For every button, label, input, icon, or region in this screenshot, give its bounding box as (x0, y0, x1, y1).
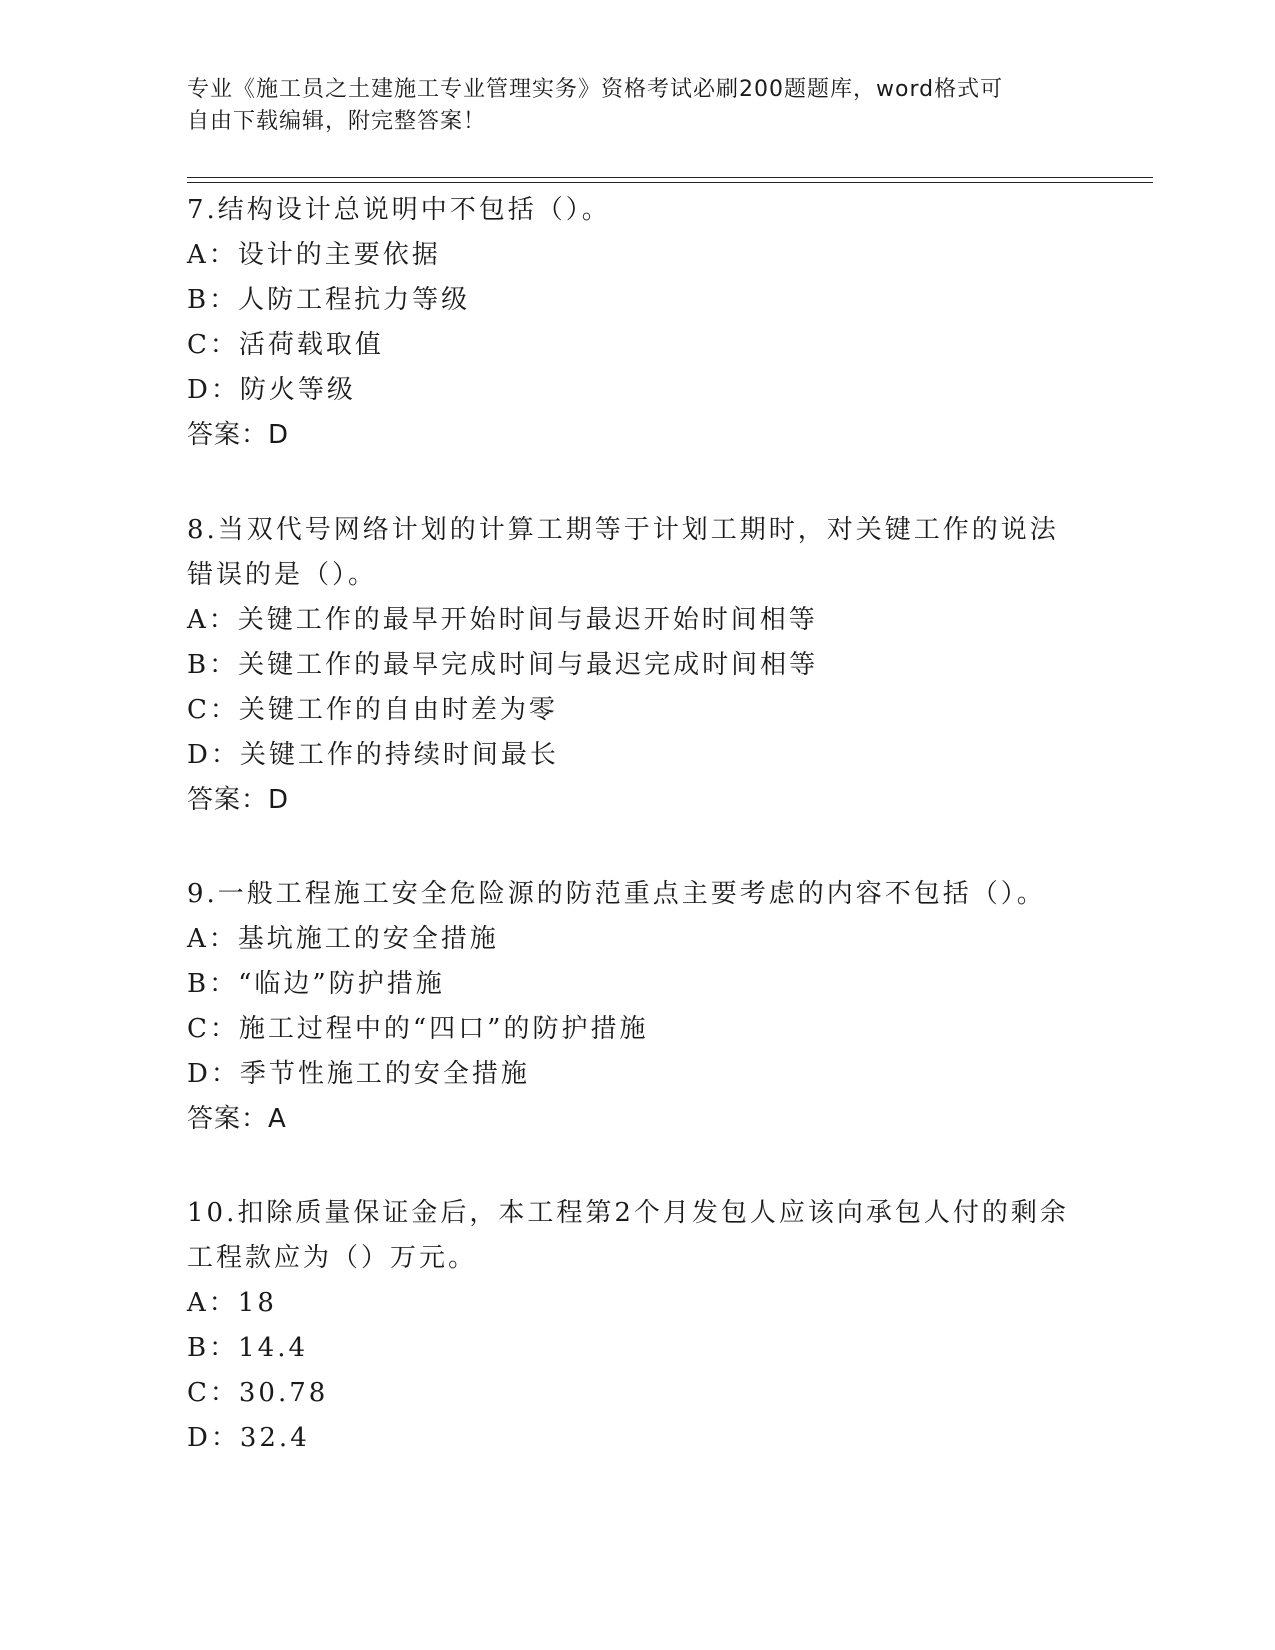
answer: 答案：A (187, 1104, 287, 1134)
option-d: D：季节性施工的安全措施 (187, 1059, 530, 1089)
question-stem: 9.一般工程施工安全危险源的防范重点主要考虑的内容不包括（）。 (187, 879, 1046, 909)
question-8 (187, 508, 1087, 823)
header-divider-bottom (187, 182, 1153, 183)
question-7 (187, 188, 1087, 458)
option-b: B：14.4 (187, 1333, 308, 1363)
option-b: B：人防工程抗力等级 (187, 285, 471, 315)
option-a: A：基坑施工的安全措施 (187, 924, 499, 954)
option-c: C：关键工作的自由时差为零 (187, 695, 558, 725)
option-a: A：18 (187, 1288, 277, 1318)
question-stem: 10.扣除质量保证金后，本工程第2个月发包人应该向承包人付的剩余工程款应为（）万元。 (187, 1198, 1069, 1273)
option-b: B：关键工作的最早完成时间与最迟完成时间相等 (187, 650, 819, 680)
question-10 (187, 1191, 1087, 1461)
option-c: C：活荷载取值 (187, 330, 384, 360)
option-d: D：关键工作的持续时间最长 (187, 740, 559, 770)
option-d: D：32.4 (187, 1423, 310, 1453)
header-line-2: 自由下载编辑，附完整答案！ (187, 109, 487, 134)
option-d: D：防火等级 (187, 375, 356, 405)
header-line-1: 专业《施工员之土建施工专业管理实务》资格考试必刷200题题库，word格式可 (187, 77, 1004, 102)
option-a: A：设计的主要依据 (187, 240, 441, 270)
question-9 (187, 872, 1087, 1142)
question-stem: 8.当双代号网络计划的计算工期等于计划工期时，对关键工作的说法错误的是（）。 (187, 515, 1059, 590)
header-divider-top (187, 177, 1153, 178)
question-stem: 7.结构设计总说明中不包括（）。 (187, 195, 611, 225)
answer: 答案：D (187, 420, 290, 450)
option-c: C：30.78 (187, 1378, 329, 1408)
option-b: B：“临边”防护措施 (187, 969, 445, 999)
option-c: C：施工过程中的“四口”的防护措施 (187, 1014, 649, 1044)
answer: 答案：D (187, 785, 290, 815)
document-header (187, 74, 1087, 138)
option-a: A：关键工作的最早开始时间与最迟开始时间相等 (187, 605, 818, 635)
